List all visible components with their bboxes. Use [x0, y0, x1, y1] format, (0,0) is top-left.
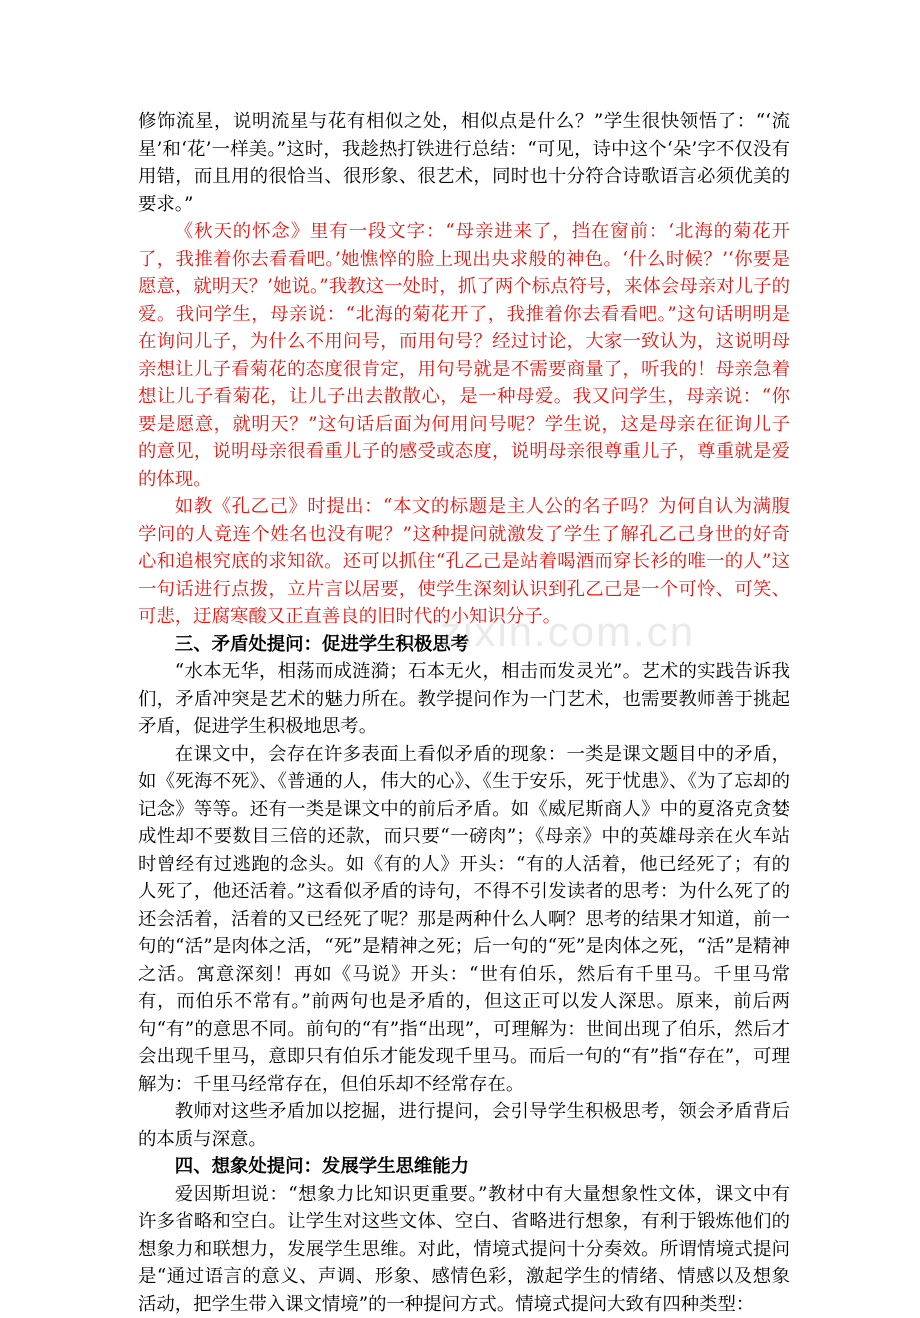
- watermark: zixin.com.cn: [440, 608, 695, 656]
- paragraph-contradiction-summary: 教师对这些矛盾加以挖掘，进行提问，会引导学生积极思考，领会矛盾背后的本质与深意。: [138, 1098, 790, 1153]
- paragraph-contradiction-intro: “水本无华，相荡而成涟漪；石本无火，相击而发灵光”。艺术的实践告诉我们，矛盾冲突是艺术的魅力所在。教学提问作为一门艺术，也需要教师善于挑起矛盾，促进学生积极地思考。: [138, 658, 790, 741]
- section-heading-4: 四、想象处提问：发展学生思维能力: [138, 1153, 790, 1181]
- paragraph-continuation: 修饰流星，说明流星与花有相似之处，相似点是什么？”学生很快领悟了：“‘流星’和‘花’一样美。”这时，我趁热打铁进行总结：“可见，诗中这个‘朵’字不仅没有用错，而且用的很恰当、很形象、很艺术，同时也十分符合诗歌语言必须优美的要求。”: [138, 108, 790, 218]
- document-page: [138, 108, 790, 1318]
- paragraph-contradiction-examples: 在课文中，会存在许多表面上看似矛盾的现象：一类是课文题目中的矛盾，如《死海不死》、《普通的人，伟大的心》、《生于安乐，死于忧患》、《为了忘却的记念》等等。还有一类是课文中的前后矛盾。如《威尼斯商人》中的夏洛克贪婪成性却不要数目三倍的还款，而只要“一磅肉”；《母亲》中的英雄母亲在火车站时曾经有过逃跑的念头。如《有的人》开头：“有的人活着，他已经死了；有的人死了，他还活着。”这看似矛盾的诗句，不得不引发读者的思考：为什么死了的还会活着，活着的又已经死了呢？那是两种什么人啊？思考的结果才知道，前一句的“活”是肉体之活，“死”是精神之死；后一句的“死”是肉体之死，“活”是精神之活。寓意深刻！再如《马说》开头：“世有伯乐，然后有千里马。千里马常有，而伯乐不常有。”前两句也是矛盾的，但这正可以发人深思。原来，前后两句“有”的意思不同。前句的“有”指“出现”，可理解为：世间出现了伯乐，然后才会出现千里马，意即只有伯乐才能发现千里马。而后一句的“有”指“存在”，可理解为：千里马经常存在，但伯乐却不经常存在。: [138, 741, 790, 1099]
- paragraph-kong-yiji: 如教《孔乙己》时提出：“本文的标题是主人公的名子吗？为何自认为满腹学问的人竟连个姓名也没有呢？”这种提问就激发了学生了解孔乙己身世的好奇心和追根究底的求知欲。还可以抓住“孔乙己是站着喝酒而穿长衫的唯一的人”这一句话进行点拨，立片言以居要，使学生深刻认识到孔乙己是一个可怜、可笑、可悲，迂腐寒酸又正直善良的旧时代的小知识分子。: [138, 493, 790, 631]
- paragraph-imagination: 爱因斯坦说：“想象力比知识更重要。”教材中有大量想象性文体，课文中有许多省略和空白。让学生对这些文体、空白、省略进行想象，有利于锻炼他们的想象力和联想力，发展学生思维。对此，情境式提问十分奏效。所谓情境式提问是“通过语言的意义、声调、形象、感情色彩，激起学生的情绪、情感以及想象活动，把学生带入课文情境”的一种提问方式。情境式提问大致有四种类型：: [138, 1181, 790, 1318]
- section-heading-3: 三、矛盾处提问：促进学生积极思考: [138, 631, 790, 659]
- paragraph-autumn-memory: 《秋天的怀念》里有一段文字：“母亲进来了，挡在窗前：‘北海的菊花开了，我推着你去看看吧。’她憔悴的脸上现出央求般的神色。‘什么时候？’‘你要是愿意，就明天？’她说。”我教这一处时，抓了两个标点符号，来体会母亲对儿子的爱。我问学生，母亲说：“北海的菊花开了，我推着你去看看吧。”这句话明明是在询问儿子，为什么不用问号，而用句号？经过讨论，大家一致认为，这说明母亲想让儿子看菊花的态度很肯定，用句号就是不需要商量了，听我的！母亲急着想让儿子看菊花，让儿子出去散散心，是一种母爱。我又问学生，母亲说：“你要是愿意，就明天？”这句话后面为何用问号呢？学生说，这是母亲在征询儿子的意见，说明母亲很看重儿子的感受或态度，说明母亲很尊重儿子，尊重就是爱的体现。: [138, 218, 790, 493]
